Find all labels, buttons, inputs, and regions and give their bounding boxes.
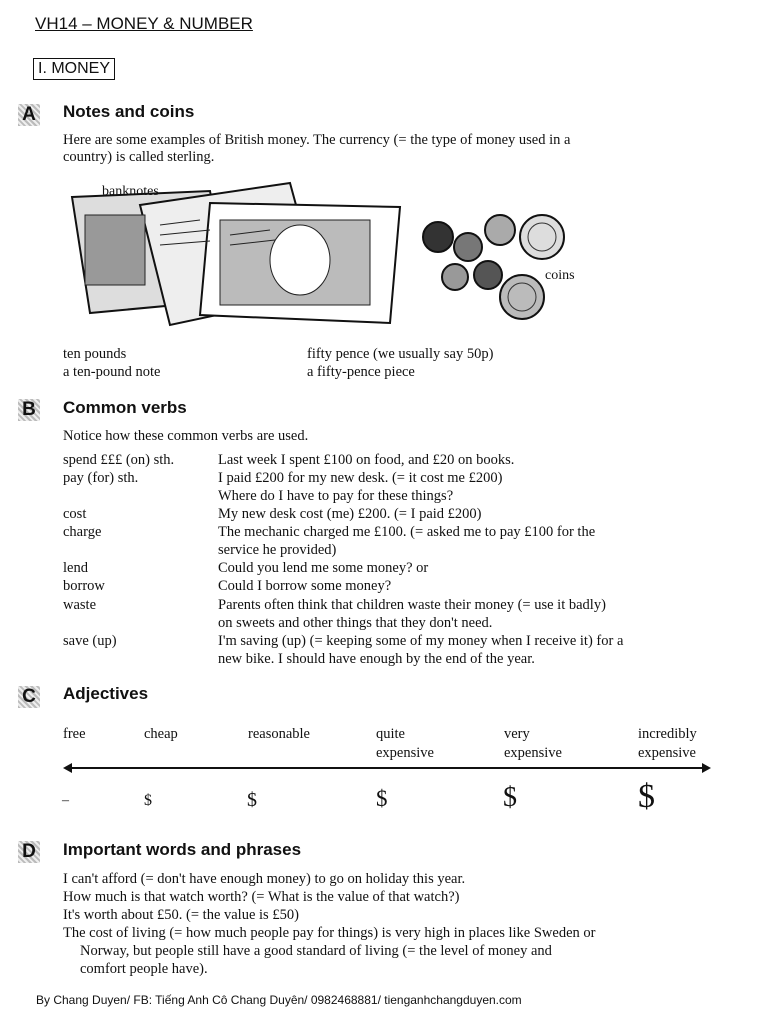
banknotes-label: banknotes bbox=[102, 184, 159, 199]
section-title-a: Notes and coins bbox=[63, 102, 195, 121]
price-symbol: $ bbox=[638, 778, 655, 815]
caption-ten-pounds: ten pounds bbox=[63, 346, 127, 362]
verb-example: Could you lend me some money? or bbox=[218, 560, 429, 576]
section-badge-b: B bbox=[18, 399, 40, 421]
verb-example: The mechanic charged me £100. (= asked me to pay £100 for the bbox=[218, 524, 596, 540]
verb-example: new bike. I should have enough by the end of the year. bbox=[218, 651, 535, 667]
verb-example: Where do I have to pay for these things? bbox=[218, 488, 454, 504]
verb-term: waste bbox=[63, 597, 97, 613]
caption-fifty-pence: fifty pence (we usually say 50p) bbox=[307, 346, 494, 362]
section-badge-d: D bbox=[18, 841, 40, 863]
coins-label: coins bbox=[545, 268, 575, 283]
phrase-line: Norway, but people still have a good standard of living (= the level of money and bbox=[80, 943, 552, 959]
adjective-label: free bbox=[63, 726, 86, 742]
price-symbol: $ bbox=[247, 789, 257, 811]
price-symbol: $ bbox=[503, 782, 517, 813]
adjective-label: very expensive bbox=[504, 726, 562, 761]
verb-example: Last week I spent £100 on food, and £20 on books. bbox=[218, 452, 515, 468]
verb-term: pay (for) sth. bbox=[63, 470, 139, 486]
verb-term: save (up) bbox=[63, 633, 117, 649]
phrase-line: comfort people have). bbox=[80, 961, 208, 977]
verb-term: borrow bbox=[63, 578, 105, 594]
verb-term: charge bbox=[63, 524, 102, 540]
section-badge-c: C bbox=[18, 686, 40, 708]
phrase-line: I can't afford (= don't have enough money) to go on holiday this year. bbox=[63, 871, 466, 887]
price-symbol: $ bbox=[376, 786, 388, 811]
intro-line-2: country) is called sterling. bbox=[63, 149, 215, 165]
page-footer: By Chang Duyen/ FB: Tiếng Anh Cô Chang Duyên/ 0982468881/ tienganhchangduyen.com bbox=[36, 993, 522, 1007]
phrase-line: It's worth about £50. (= the value is £50) bbox=[63, 907, 299, 923]
verb-example: Parents often think that children waste their money (= use it badly) bbox=[218, 597, 606, 613]
section-label: I. MONEY bbox=[33, 58, 115, 80]
section-badge-a: A bbox=[18, 104, 40, 126]
section-title-b: Common verbs bbox=[63, 398, 187, 417]
verb-example: Could I borrow some money? bbox=[218, 578, 392, 594]
verb-example: on sweets and other things that they don't need. bbox=[218, 615, 493, 631]
verb-term: cost bbox=[63, 506, 87, 522]
document-header: VH14 – MONEY & NUMBER bbox=[35, 14, 253, 33]
phrase-line: The cost of living (= how much people pay for things) is very high in places like Sweden or bbox=[63, 925, 596, 941]
verb-example: I'm saving (up) (= keeping some of my money when I receive it) for a bbox=[218, 633, 624, 649]
caption-ten-pound-note: a ten-pound note bbox=[63, 364, 161, 380]
caption-fifty-pence-piece: a fifty-pence piece bbox=[307, 364, 415, 380]
verb-example: My new desk cost (me) £200. (= I paid £200) bbox=[218, 506, 482, 522]
verb-term: spend £££ (on) sth. bbox=[63, 452, 175, 468]
section-title-d: Important words and phrases bbox=[63, 840, 302, 859]
adjective-label: incredibly expensive bbox=[638, 726, 697, 761]
intro-line-1: Here are some examples of British money. The currency (= the type of money used in a bbox=[63, 132, 571, 148]
adjective-label: reasonable bbox=[248, 726, 310, 742]
price-symbol: – bbox=[62, 793, 69, 808]
price-scale-arrow bbox=[63, 762, 711, 774]
section-title-c: Adjectives bbox=[63, 684, 149, 703]
verb-example: service he provided) bbox=[218, 542, 337, 558]
price-symbol: $ bbox=[144, 792, 152, 809]
verbs-intro: Notice how these common verbs are used. bbox=[63, 428, 309, 444]
phrase-line: How much is that watch worth? (= What is the value of that watch?) bbox=[63, 889, 460, 905]
verb-example: I paid £200 for my new desk. (= it cost me £200) bbox=[218, 470, 503, 486]
verb-term: lend bbox=[63, 560, 88, 576]
adjective-label: cheap bbox=[144, 726, 178, 742]
adjective-label: quite expensive bbox=[376, 726, 434, 761]
